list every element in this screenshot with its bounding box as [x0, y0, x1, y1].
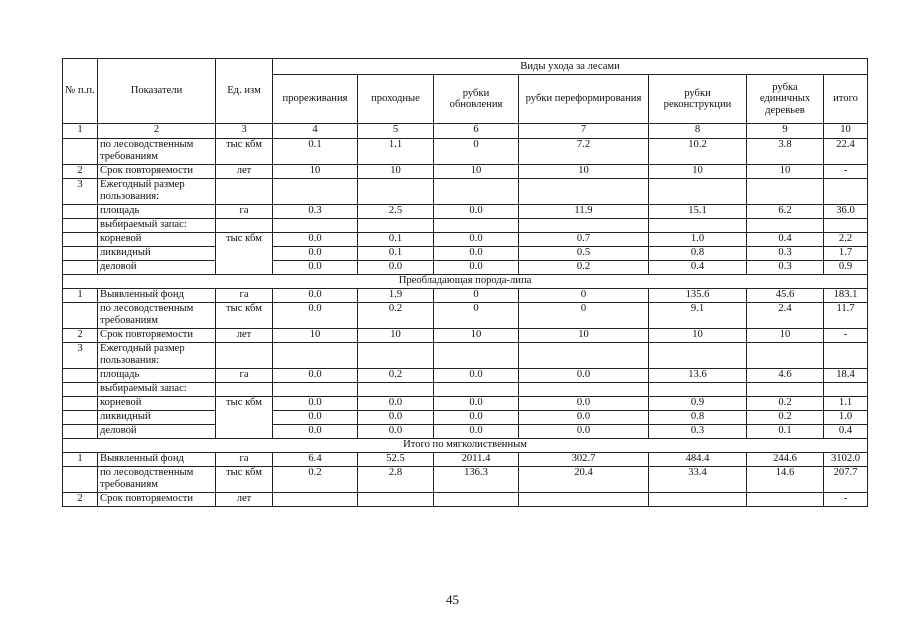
row-value: 0.0: [434, 247, 519, 261]
table-row: [63, 139, 868, 165]
row-value: 0.2: [519, 261, 649, 275]
section-title-row: [63, 439, 868, 453]
row-value: 0.9: [649, 397, 747, 411]
row-value: 0.0: [434, 369, 519, 383]
row-label: Выявленный фонд: [98, 453, 216, 467]
row-value: [519, 383, 649, 397]
row-value: 10: [358, 329, 434, 343]
table-row: [63, 289, 868, 303]
row-value: 0.8: [649, 411, 747, 425]
row-number: [63, 383, 98, 397]
row-value: 0.3: [649, 425, 747, 439]
row-value: [273, 383, 358, 397]
row-value: 10: [649, 329, 747, 343]
row-value: 0.2: [358, 369, 434, 383]
row-value: 10: [273, 165, 358, 179]
row-number: 1: [63, 289, 98, 303]
row-label: площадь: [98, 369, 216, 383]
row-number: 1: [63, 453, 98, 467]
row-unit: га: [216, 289, 273, 303]
row-value: [273, 219, 358, 233]
row-label: Ежегодный размер пользования:: [98, 179, 216, 205]
header-care-type: проходные: [358, 75, 434, 124]
row-value: -: [824, 329, 868, 343]
row-value: 6.2: [747, 205, 824, 219]
row-number: [63, 411, 98, 425]
table-row: [63, 247, 868, 261]
row-value: [358, 493, 434, 507]
row-value: 0.4: [747, 233, 824, 247]
header-care-type: итого: [824, 75, 868, 124]
row-value: 0.4: [649, 261, 747, 275]
row-number: 3: [63, 179, 98, 205]
row-value: 0.0: [434, 397, 519, 411]
row-value: 10: [519, 329, 649, 343]
row-value: 0.1: [358, 247, 434, 261]
table-row: [63, 179, 868, 205]
column-number: 4: [273, 124, 358, 139]
row-value: [824, 219, 868, 233]
row-number: [63, 139, 98, 165]
row-value: 10: [434, 329, 519, 343]
row-unit: тыс кбм: [216, 467, 273, 493]
row-value: 0: [519, 303, 649, 329]
row-value: 45.6: [747, 289, 824, 303]
row-value: [824, 179, 868, 205]
column-number: 2: [98, 124, 216, 139]
row-value: 11.9: [519, 205, 649, 219]
row-value: [434, 493, 519, 507]
row-value: [747, 219, 824, 233]
table-row: [63, 411, 868, 425]
column-number: 6: [434, 124, 519, 139]
row-value: [824, 343, 868, 369]
row-value: [747, 493, 824, 507]
row-value: 3.8: [747, 139, 824, 165]
row-value: 0.5: [519, 247, 649, 261]
row-value: 33.4: [649, 467, 747, 493]
row-value: 0.0: [273, 397, 358, 411]
row-value: 1.0: [649, 233, 747, 247]
row-unit: лет: [216, 493, 273, 507]
row-value: 2.8: [358, 467, 434, 493]
header-care-type: рубки обновления: [434, 75, 519, 124]
row-value: [519, 179, 649, 205]
row-number: 3: [63, 343, 98, 369]
row-value: [273, 493, 358, 507]
row-value: 1.1: [824, 397, 868, 411]
row-value: 183.1: [824, 289, 868, 303]
row-number: [63, 369, 98, 383]
row-value: 0.1: [747, 425, 824, 439]
row-value: 1.0: [824, 411, 868, 425]
row-value: [649, 383, 747, 397]
row-value: 22.4: [824, 139, 868, 165]
row-unit: [216, 219, 273, 233]
row-value: 0.0: [358, 411, 434, 425]
row-unit: га: [216, 369, 273, 383]
row-value: 0.0: [434, 233, 519, 247]
row-value: 0.0: [273, 425, 358, 439]
header-number: № п.п.: [63, 59, 98, 124]
row-label: Срок повторяемости: [98, 493, 216, 507]
row-value: 0.0: [519, 425, 649, 439]
row-value: 15.1: [649, 205, 747, 219]
row-value: 10: [519, 165, 649, 179]
row-value: 1.9: [358, 289, 434, 303]
row-value: 0: [434, 289, 519, 303]
row-number: 2: [63, 493, 98, 507]
row-label: по лесоводственным требованиям: [98, 139, 216, 165]
row-value: 0.0: [358, 261, 434, 275]
row-value: 0.0: [358, 425, 434, 439]
row-value: [519, 343, 649, 369]
row-value: [434, 383, 519, 397]
row-unit: га: [216, 205, 273, 219]
column-number: 1: [63, 124, 98, 139]
row-value: 0.0: [273, 303, 358, 329]
row-value: [358, 383, 434, 397]
row-value: 10: [358, 165, 434, 179]
row-value: [747, 179, 824, 205]
row-value: [519, 493, 649, 507]
row-unit: тыс кбм: [216, 303, 273, 329]
row-unit: [216, 383, 273, 397]
row-value: 207.7: [824, 467, 868, 493]
row-unit: [216, 343, 273, 369]
header-care-type: прореживания: [273, 75, 358, 124]
row-value: [649, 219, 747, 233]
row-label: корневой: [98, 233, 216, 247]
row-value: 0: [519, 289, 649, 303]
row-value: 0.0: [273, 261, 358, 275]
row-value: 14.6: [747, 467, 824, 493]
row-value: 0.0: [273, 289, 358, 303]
row-value: 0: [434, 139, 519, 165]
table-row: [63, 383, 868, 397]
row-value: 0.0: [519, 411, 649, 425]
row-value: 0.0: [519, 397, 649, 411]
row-number: [63, 247, 98, 261]
row-value: 7.2: [519, 139, 649, 165]
row-unit: тыс кбм: [216, 139, 273, 165]
row-unit: [216, 179, 273, 205]
row-value: [273, 179, 358, 205]
table-row: [63, 453, 868, 467]
row-value: [747, 343, 824, 369]
table-row: [63, 261, 868, 275]
row-unit: тыс кбм: [216, 397, 273, 439]
row-value: [824, 383, 868, 397]
row-value: [434, 219, 519, 233]
row-value: 0.2: [747, 397, 824, 411]
row-label: деловой: [98, 261, 216, 275]
row-label: Выявленный фонд: [98, 289, 216, 303]
row-value: 6.4: [273, 453, 358, 467]
row-value: 3102.0: [824, 453, 868, 467]
row-value: 10: [747, 329, 824, 343]
column-number: 5: [358, 124, 434, 139]
table-row: [63, 205, 868, 219]
row-value: 0.0: [273, 369, 358, 383]
row-number: 2: [63, 329, 98, 343]
row-value: 136.3: [434, 467, 519, 493]
row-value: 11.7: [824, 303, 868, 329]
row-value: -: [824, 165, 868, 179]
row-value: 1.7: [824, 247, 868, 261]
row-value: 0.9: [824, 261, 868, 275]
row-unit: лет: [216, 329, 273, 343]
row-value: [649, 343, 747, 369]
row-value: [747, 383, 824, 397]
table-row: [63, 219, 868, 233]
row-number: [63, 205, 98, 219]
row-value: [519, 219, 649, 233]
column-number: 10: [824, 124, 868, 139]
row-label: по лесоводственным требованиям: [98, 467, 216, 493]
row-number: [63, 233, 98, 247]
header-indicators: Показатели: [98, 59, 216, 124]
row-value: 0.3: [273, 205, 358, 219]
row-label: по лесоводственным требованиям: [98, 303, 216, 329]
row-value: 0.2: [273, 467, 358, 493]
row-unit: лет: [216, 165, 273, 179]
row-value: 484.4: [649, 453, 747, 467]
row-value: 2.2: [824, 233, 868, 247]
row-value: [358, 179, 434, 205]
row-value: 0.2: [747, 411, 824, 425]
row-value: 0.0: [434, 411, 519, 425]
row-number: [63, 261, 98, 275]
row-value: [273, 343, 358, 369]
column-number: 7: [519, 124, 649, 139]
table-row: [63, 467, 868, 493]
row-label: выбираемый запас:: [98, 219, 216, 233]
row-label: корневой: [98, 397, 216, 411]
row-value: 0.0: [434, 205, 519, 219]
row-value: 135.6: [649, 289, 747, 303]
row-label: деловой: [98, 425, 216, 439]
row-value: 10: [273, 329, 358, 343]
row-value: 2.4: [747, 303, 824, 329]
row-value: [649, 179, 747, 205]
column-number: 8: [649, 124, 747, 139]
section-title: Преобладающая порода-липа: [63, 275, 868, 289]
table-row: [63, 165, 868, 179]
row-number: [63, 397, 98, 411]
row-value: -: [824, 493, 868, 507]
row-value: 0.0: [273, 233, 358, 247]
table-row: [63, 369, 868, 383]
header-care-type: рубка единичных деревьев: [747, 75, 824, 124]
row-value: 0: [434, 303, 519, 329]
row-value: [434, 179, 519, 205]
row-value: 20.4: [519, 467, 649, 493]
column-number: 3: [216, 124, 273, 139]
row-value: 9.1: [649, 303, 747, 329]
row-value: 0.0: [358, 397, 434, 411]
row-label: Ежегодный размер пользования:: [98, 343, 216, 369]
header-unit: Ед. изм: [216, 59, 273, 124]
column-numbers-row: [63, 124, 868, 139]
column-number: 9: [747, 124, 824, 139]
section-title: Итого по мягколиственным: [63, 439, 868, 453]
row-value: 0.4: [824, 425, 868, 439]
row-value: 0.1: [273, 139, 358, 165]
table-row: [63, 425, 868, 439]
section-title-row: [63, 275, 868, 289]
row-label: Срок повторяемости: [98, 165, 216, 179]
row-value: 0.0: [273, 247, 358, 261]
row-number: [63, 303, 98, 329]
table-row: [63, 233, 868, 247]
table-row: [63, 493, 868, 507]
row-value: [358, 219, 434, 233]
row-value: 36.0: [824, 205, 868, 219]
row-label: ликвидный: [98, 411, 216, 425]
row-value: 52.5: [358, 453, 434, 467]
table-row: [63, 329, 868, 343]
row-value: 10: [434, 165, 519, 179]
row-value: 0.3: [747, 247, 824, 261]
row-value: 10: [747, 165, 824, 179]
table-row: [63, 343, 868, 369]
row-value: 0.3: [747, 261, 824, 275]
row-value: 0.7: [519, 233, 649, 247]
row-value: 0.2: [358, 303, 434, 329]
row-value: 1.1: [358, 139, 434, 165]
page-number: 45: [446, 592, 459, 607]
row-unit: тыс кбм: [216, 233, 273, 275]
row-value: [434, 343, 519, 369]
row-label: выбираемый запас:: [98, 383, 216, 397]
row-value: 10: [649, 165, 747, 179]
row-label: Срок повторяемости: [98, 329, 216, 343]
row-value: 0.0: [273, 411, 358, 425]
row-number: 2: [63, 165, 98, 179]
row-value: 4.6: [747, 369, 824, 383]
row-value: 13.6: [649, 369, 747, 383]
row-value: 302.7: [519, 453, 649, 467]
row-value: 0.0: [434, 425, 519, 439]
table-row: [63, 303, 868, 329]
row-value: 0.8: [649, 247, 747, 261]
header-care-type: рубки реконструкции: [649, 75, 747, 124]
row-label: ликвидный: [98, 247, 216, 261]
row-value: [649, 493, 747, 507]
row-label: площадь: [98, 205, 216, 219]
row-value: 0.0: [519, 369, 649, 383]
row-value: 2011.4: [434, 453, 519, 467]
forest-care-table: [62, 58, 868, 507]
row-value: 10.2: [649, 139, 747, 165]
table-row: [63, 397, 868, 411]
row-value: 244.6: [747, 453, 824, 467]
row-unit: га: [216, 453, 273, 467]
header-care-type: рубки переформирования: [519, 75, 649, 124]
header-care-types-group: Виды ухода за лесами: [273, 59, 868, 75]
row-value: 18.4: [824, 369, 868, 383]
row-value: [358, 343, 434, 369]
row-number: [63, 467, 98, 493]
row-number: [63, 219, 98, 233]
row-value: 2.5: [358, 205, 434, 219]
row-value: 0.1: [358, 233, 434, 247]
row-number: [63, 425, 98, 439]
row-value: 0.0: [434, 261, 519, 275]
